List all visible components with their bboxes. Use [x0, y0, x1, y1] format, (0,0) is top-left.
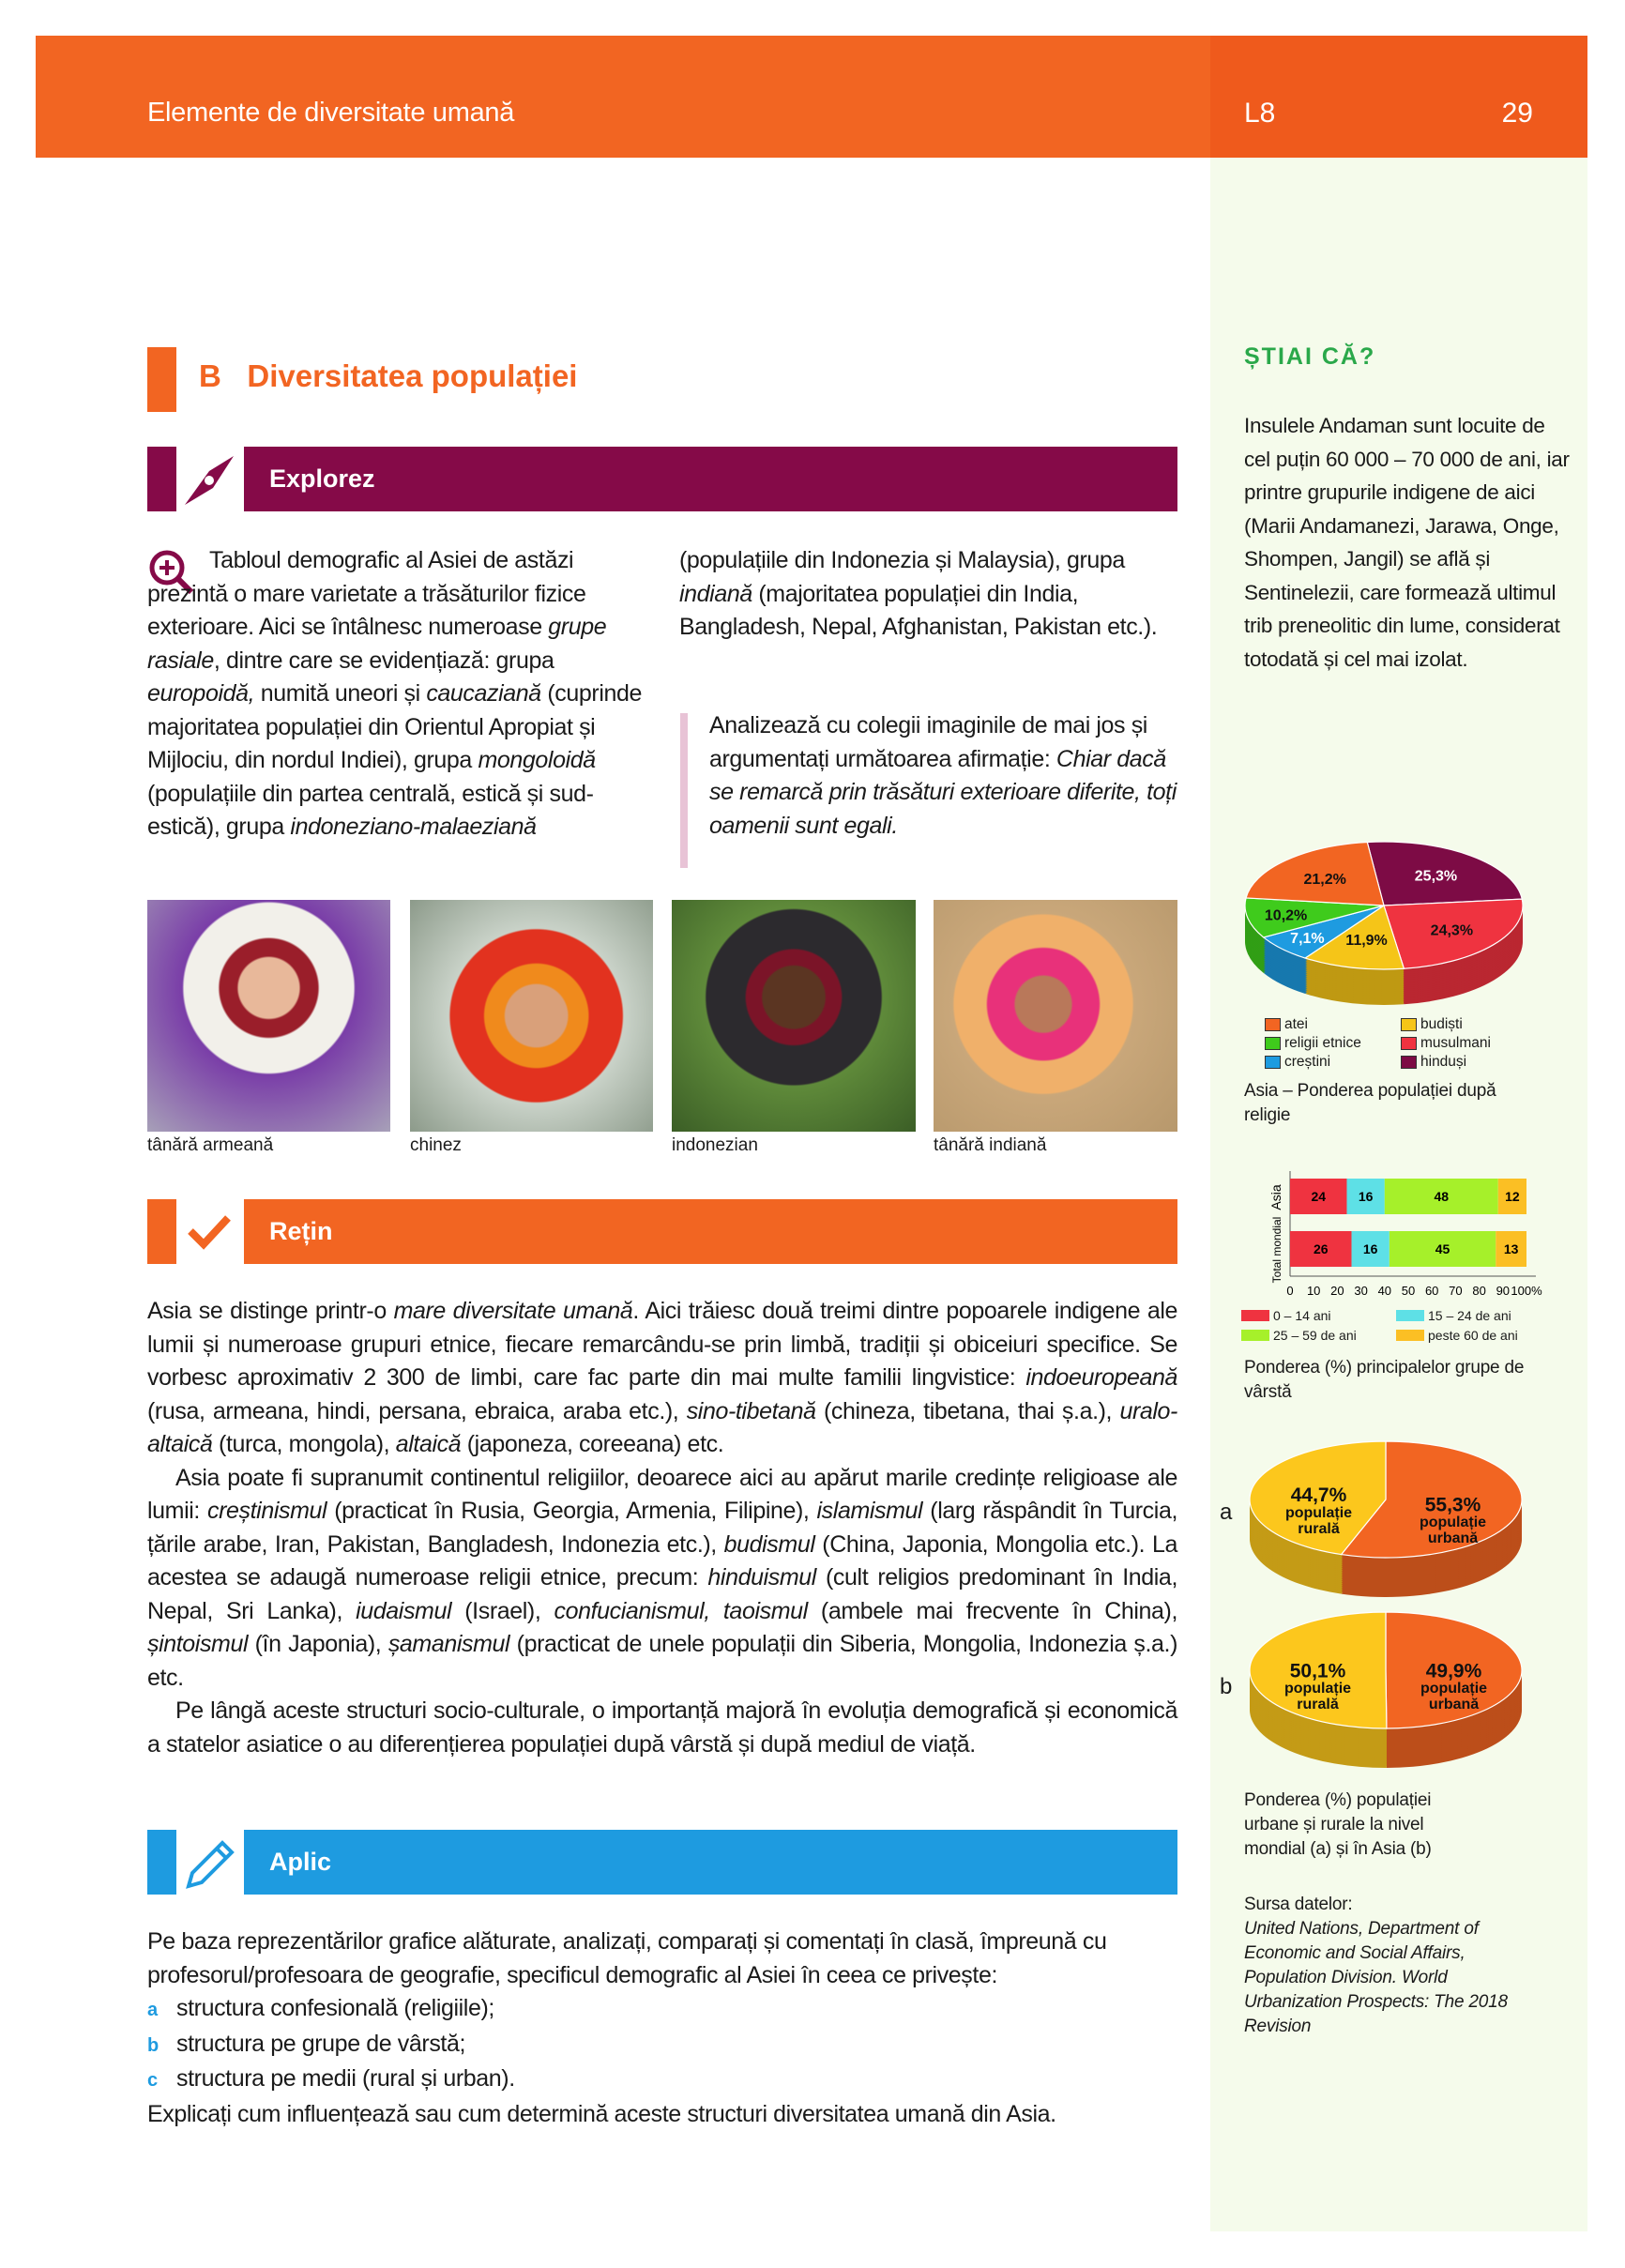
legend-item: [1265, 1053, 1401, 1072]
item-letter: a: [147, 2000, 158, 2020]
pie-value-label: 24,3%: [1430, 922, 1474, 939]
urban-chart-title: Ponderea (%) populației urbane și rurale la nivel mondial (a) și în Asia (b): [1244, 1790, 1432, 1859]
text-segment: (China, Japonia, Mongolia etc.). La acestea se adaugă numeroase religii etnice, precum:: [147, 1530, 1177, 1591]
italic-term: creștinismul: [207, 1498, 327, 1524]
aplic-marker: [147, 1830, 176, 1895]
aplic-item: [147, 2063, 1177, 2098]
pie-value-label: 11,9%: [1345, 933, 1388, 950]
aplic-banner: Aplic: [244, 1830, 1177, 1895]
legend-swatch: [1265, 1056, 1281, 1069]
pie-category-label: urbană: [1428, 1696, 1480, 1712]
legend-label: 0 – 14 ani: [1273, 1308, 1331, 1323]
legend-label: 15 – 24 de ani: [1428, 1308, 1511, 1323]
legend-item: [1401, 1053, 1537, 1072]
pie-value-label: 44,7%: [1290, 1484, 1347, 1507]
text-segment: Tabloul demografic al Asiei de astăzi prezintă o mare varietate a trăsăturilor fizice exterioare. Aici se întâlnesc numeroase: [147, 547, 586, 640]
legend-item: [1241, 1326, 1396, 1345]
retin-paragraph: [147, 1295, 1177, 1462]
pie-label-b: b: [1220, 1674, 1233, 1699]
pie-label-a: a: [1220, 1499, 1233, 1525]
italic-term: indiană: [679, 580, 752, 607]
text-segment: . Aici trăiesc două treimi dintre popoarele indigene ale lumii și numeroase grupuri etnice, fiecare remarcându-se prin limbă, tradiții și obiceiuri specifice. Se vorbesc aproximativ 2 300 de limbi, care fac parte din mai multe familii lingvistice:: [147, 1298, 1177, 1391]
retin-text: [147, 1295, 1177, 1761]
legend-swatch: [1401, 1056, 1417, 1069]
pie-category-label: populație: [1283, 1681, 1352, 1697]
explorez-right-text: [679, 544, 1186, 645]
legend-label: musulmani: [1420, 1035, 1491, 1051]
pie-value-label: 7,1%: [1290, 931, 1325, 948]
legend-swatch: [1401, 1018, 1417, 1031]
source-text: United Nations, Department of Economic and Social Affairs, Population Division. World Urbanization Prospects: The 2018 Revision: [1244, 1919, 1508, 2036]
italic-term: europoidă,: [147, 680, 255, 707]
text-segment: (rusa, armeana, hindi, persana, ebraica, araba etc.),: [147, 1397, 687, 1424]
urban-rural-pie-asia: [1243, 1606, 1529, 1775]
x-tick-label: 0: [1286, 1284, 1294, 1298]
retin-paragraph: [147, 1462, 1177, 1696]
italic-term: caucaziană: [426, 680, 541, 707]
x-tick-label: 20: [1330, 1284, 1344, 1298]
age-chart-title: Ponderea (%) principalelor grupe de vârstă: [1244, 1358, 1525, 1402]
legend-label: budiști: [1420, 1016, 1463, 1032]
pie-value-label: 21,2%: [1303, 871, 1346, 888]
bar-value-label: 48: [1434, 1189, 1450, 1204]
age-bar-chart: [1229, 1164, 1548, 1304]
sidebar-fact: Insulele Andaman sunt locuite de cel puțin 60 000 – 70 000 de ani, iar printre grupurile indigene de aici (Marii Andamanezi, Jarawa, Onge, Shompen, Jangil) se află și Sentinelezii, care formează ultimul trib preneolitic din lume, considerat totodată și cel mai izolat.: [1244, 414, 1570, 671]
bar-value-label: 26: [1313, 1241, 1329, 1256]
italic-term: șamanismul: [387, 1631, 510, 1657]
legend-swatch: [1401, 1037, 1417, 1050]
category-label: Asia: [1268, 1184, 1283, 1210]
text-segment: (chineza, tibetana, thai ș.a.),: [815, 1397, 1120, 1424]
religion-pie-chart: [1238, 830, 1539, 1018]
sidebar-title: ȘTIAI CĂ?: [1244, 343, 1376, 370]
italic-term: indoeuropeană: [1025, 1364, 1177, 1391]
bar-value-label: 45: [1435, 1241, 1450, 1256]
x-tick-label: 100%: [1511, 1284, 1542, 1298]
legend-label: creștini: [1284, 1054, 1331, 1070]
text-segment: (turca, mongola),: [212, 1431, 396, 1457]
retin-marker: [147, 1199, 176, 1264]
text-segment: (ambele mai frecvente în China),: [807, 1597, 1177, 1624]
text-segment: (practicat de unele populații din Siberia, Mongolia, Indonezia ș.a.) etc.: [147, 1631, 1177, 1691]
text-segment: Pe lângă aceste structuri socio-culturale, o importanță majoră în evoluția demografică și economică a statelor asiatice o au diferențierea populației după vârstă și după mediul de viață.: [147, 1697, 1177, 1758]
bar-value-label: 12: [1505, 1189, 1520, 1204]
text-segment: (larg răspândit în Turcia, țările arabe, Iran, Pakistan, Bangladesh, Indonezia etc.),: [147, 1498, 1177, 1558]
item-letter: b: [147, 2034, 159, 2056]
legend-swatch: [1396, 1330, 1424, 1341]
bar-value-label: 16: [1358, 1189, 1374, 1204]
italic-term: mongoloidă: [478, 747, 596, 773]
explorez-task: [709, 709, 1188, 843]
legend-swatch: [1241, 1330, 1269, 1341]
legend-item: [1396, 1306, 1551, 1325]
urban-rural-pie-world: [1243, 1436, 1529, 1605]
quote-bar: [680, 713, 688, 868]
religion-legend: [1265, 1015, 1537, 1072]
religion-chart-title: Asia – Ponderea populației după religie: [1244, 1081, 1496, 1125]
pie-value-label: 10,2%: [1264, 907, 1308, 924]
compass-icon: [181, 447, 237, 511]
photo-chinese-man: [410, 900, 653, 1132]
italic-term: islamismul: [816, 1498, 923, 1524]
source-label: Sursa datelor:: [1244, 1895, 1353, 1914]
category-label: Total mondial: [1270, 1216, 1283, 1284]
text-segment: (cult religios predominant în India, Nepal, Sri Lanka),: [147, 1564, 1177, 1624]
italic-term: indoneziano-malaeziană: [290, 814, 537, 840]
legend-item: [1265, 1015, 1401, 1034]
explorez-banner: Explorez: [244, 447, 1177, 511]
photo-caption: tânără armeană: [147, 1135, 274, 1155]
italic-term: sino-tibetană: [686, 1397, 816, 1424]
chapter-title: Elemente de diversitate umană: [147, 98, 515, 128]
text-segment: (populațiile din partea centrală, estică și sud-estică), grupa: [147, 780, 594, 840]
page-header-right: [1210, 36, 1587, 158]
pie-value-label: 25,3%: [1414, 868, 1458, 885]
photo-caption: chinez: [410, 1135, 462, 1155]
legend-item: [1241, 1306, 1396, 1325]
legend-label: peste 60 de ani: [1428, 1328, 1518, 1343]
page-header: [36, 36, 1212, 158]
pie-value-label: 55,3%: [1424, 1494, 1481, 1516]
italic-term: grupe rasiale: [147, 614, 607, 674]
legend-item: [1396, 1326, 1551, 1345]
x-tick-label: 10: [1306, 1284, 1321, 1298]
legend-label: hinduși: [1420, 1054, 1467, 1070]
legend-swatch: [1265, 1037, 1281, 1050]
legend-swatch: [1396, 1310, 1424, 1321]
x-tick-label: 90: [1496, 1284, 1511, 1298]
text-segment: numită uneori și: [254, 680, 427, 707]
photo-armenian-woman: [147, 900, 390, 1132]
aplic-intro: Pe baza reprezentărilor grafice alăturate, analizați, comparați și comentați în clasă, împreună cu profesorul/profesoara de geografie, specificul demografic al Asiei în ceea ce privește:: [147, 1928, 1107, 1988]
x-tick-label: 30: [1354, 1284, 1368, 1298]
section-title: [199, 358, 577, 394]
item-text: structura pe medii (rural și urban).: [176, 2065, 515, 2092]
text-segment: Analizează cu colegii imaginile de mai jos și argumentați următoarea afirmație:: [709, 712, 1147, 772]
x-tick-label: 60: [1424, 1284, 1439, 1298]
pie-category-label: populație: [1420, 1680, 1488, 1697]
italic-term: șintoismul: [147, 1631, 249, 1657]
item-letter: c: [147, 2070, 158, 2091]
retin-paragraph: [147, 1695, 1177, 1761]
pie-value-label: 50,1%: [1289, 1660, 1346, 1682]
page-number: 29: [1501, 98, 1533, 129]
photo-indian-woman: [934, 900, 1177, 1132]
aplic-item: [147, 1992, 1177, 2028]
x-tick-label: 40: [1377, 1284, 1392, 1298]
italic-term: iudaismul: [356, 1597, 452, 1624]
item-text: structura pe grupe de vârstă;: [176, 2030, 466, 2057]
aplic-item: [147, 2028, 1177, 2063]
legend-label: religii etnice: [1284, 1035, 1361, 1051]
italic-term: mare diversitate umană: [393, 1298, 633, 1324]
section-title-text: Diversitatea populației: [247, 358, 578, 393]
pie-category-label: populație: [1419, 1515, 1487, 1531]
retin-banner: Rețin: [244, 1199, 1177, 1264]
section-letter: B: [199, 358, 221, 393]
pie-category-label: rurală: [1297, 1697, 1339, 1713]
photo-indonesian-man: [672, 900, 916, 1132]
legend-swatch: [1241, 1310, 1269, 1321]
pie-category-label: populație: [1284, 1504, 1353, 1521]
text-segment: (populațiile din Indonezia și Malaysia), grupa: [679, 547, 1125, 573]
x-tick-label: 80: [1472, 1284, 1486, 1298]
italic-term: uralo-altaică: [147, 1397, 1177, 1457]
text-segment: (japoneza, coreeana) etc.: [461, 1431, 724, 1457]
bar-value-label: 24: [1311, 1189, 1327, 1204]
text-segment: (cuprinde majoritatea populației din Orientul Apropiat și Mijlociu, din nordul Indiei), grupa: [147, 680, 642, 773]
bar-value-label: 13: [1503, 1241, 1519, 1256]
pencil-icon: [181, 1830, 237, 1895]
legend-label: 25 – 59 de ani: [1273, 1328, 1357, 1343]
aplic-text: [147, 1926, 1177, 2131]
photo-caption: tânără indiană: [934, 1135, 1047, 1155]
x-tick-label: 50: [1401, 1284, 1416, 1298]
pie-category-label: urbană: [1427, 1530, 1479, 1547]
age-legend: [1241, 1306, 1551, 1345]
legend-item: [1265, 1034, 1401, 1053]
bar-value-label: 16: [1362, 1241, 1378, 1256]
text-segment: , dintre care se evidențiază: grupa: [213, 647, 554, 674]
explorez-marker: [147, 447, 176, 511]
section-marker: [147, 347, 176, 412]
item-text: structura confesională (religiile);: [176, 1995, 494, 2021]
text-segment: Asia poate fi supranumit continentul religiilor, deoarece aici au apărut marile credințe religioase ale lumii:: [147, 1464, 1177, 1524]
italic-term: Chiar dacă se remarcă prin trăsături exterioare diferite, toți oamenii sunt egali.: [709, 745, 1177, 839]
legend-item: [1401, 1034, 1537, 1053]
text-segment: (practicat în Rusia, Georgia, Armenia, Filipine),: [327, 1498, 817, 1524]
italic-term: altaică: [395, 1431, 462, 1457]
text-segment: Asia se distinge printr-o: [147, 1298, 394, 1324]
aplic-closing: Explicați cum influențează sau cum determină aceste structuri diversitatea umană din Asia.: [147, 2100, 1056, 2127]
explorez-left-text: [147, 544, 649, 845]
checkmark-icon: [181, 1199, 237, 1264]
text-segment: (în Japonia),: [248, 1631, 388, 1657]
x-tick-label: 70: [1449, 1284, 1463, 1298]
legend-swatch: [1265, 1018, 1281, 1031]
italic-term: budismul: [723, 1530, 815, 1558]
photo-caption: indonezian: [672, 1135, 758, 1155]
italic-term: confucianismul, taoismul: [554, 1597, 808, 1624]
pie-category-label: rurală: [1298, 1520, 1340, 1537]
text-segment: (majoritatea populației din India, Bangladesh, Nepal, Afghanistan, Pakistan etc.).: [679, 580, 1158, 640]
pie-value-label: 49,9%: [1425, 1660, 1482, 1682]
legend-item: [1401, 1015, 1537, 1034]
lesson-number: L8: [1244, 98, 1276, 129]
text-segment: (Israel),: [451, 1597, 554, 1624]
legend-label: atei: [1284, 1016, 1308, 1032]
italic-term: hinduismul: [707, 1564, 816, 1591]
